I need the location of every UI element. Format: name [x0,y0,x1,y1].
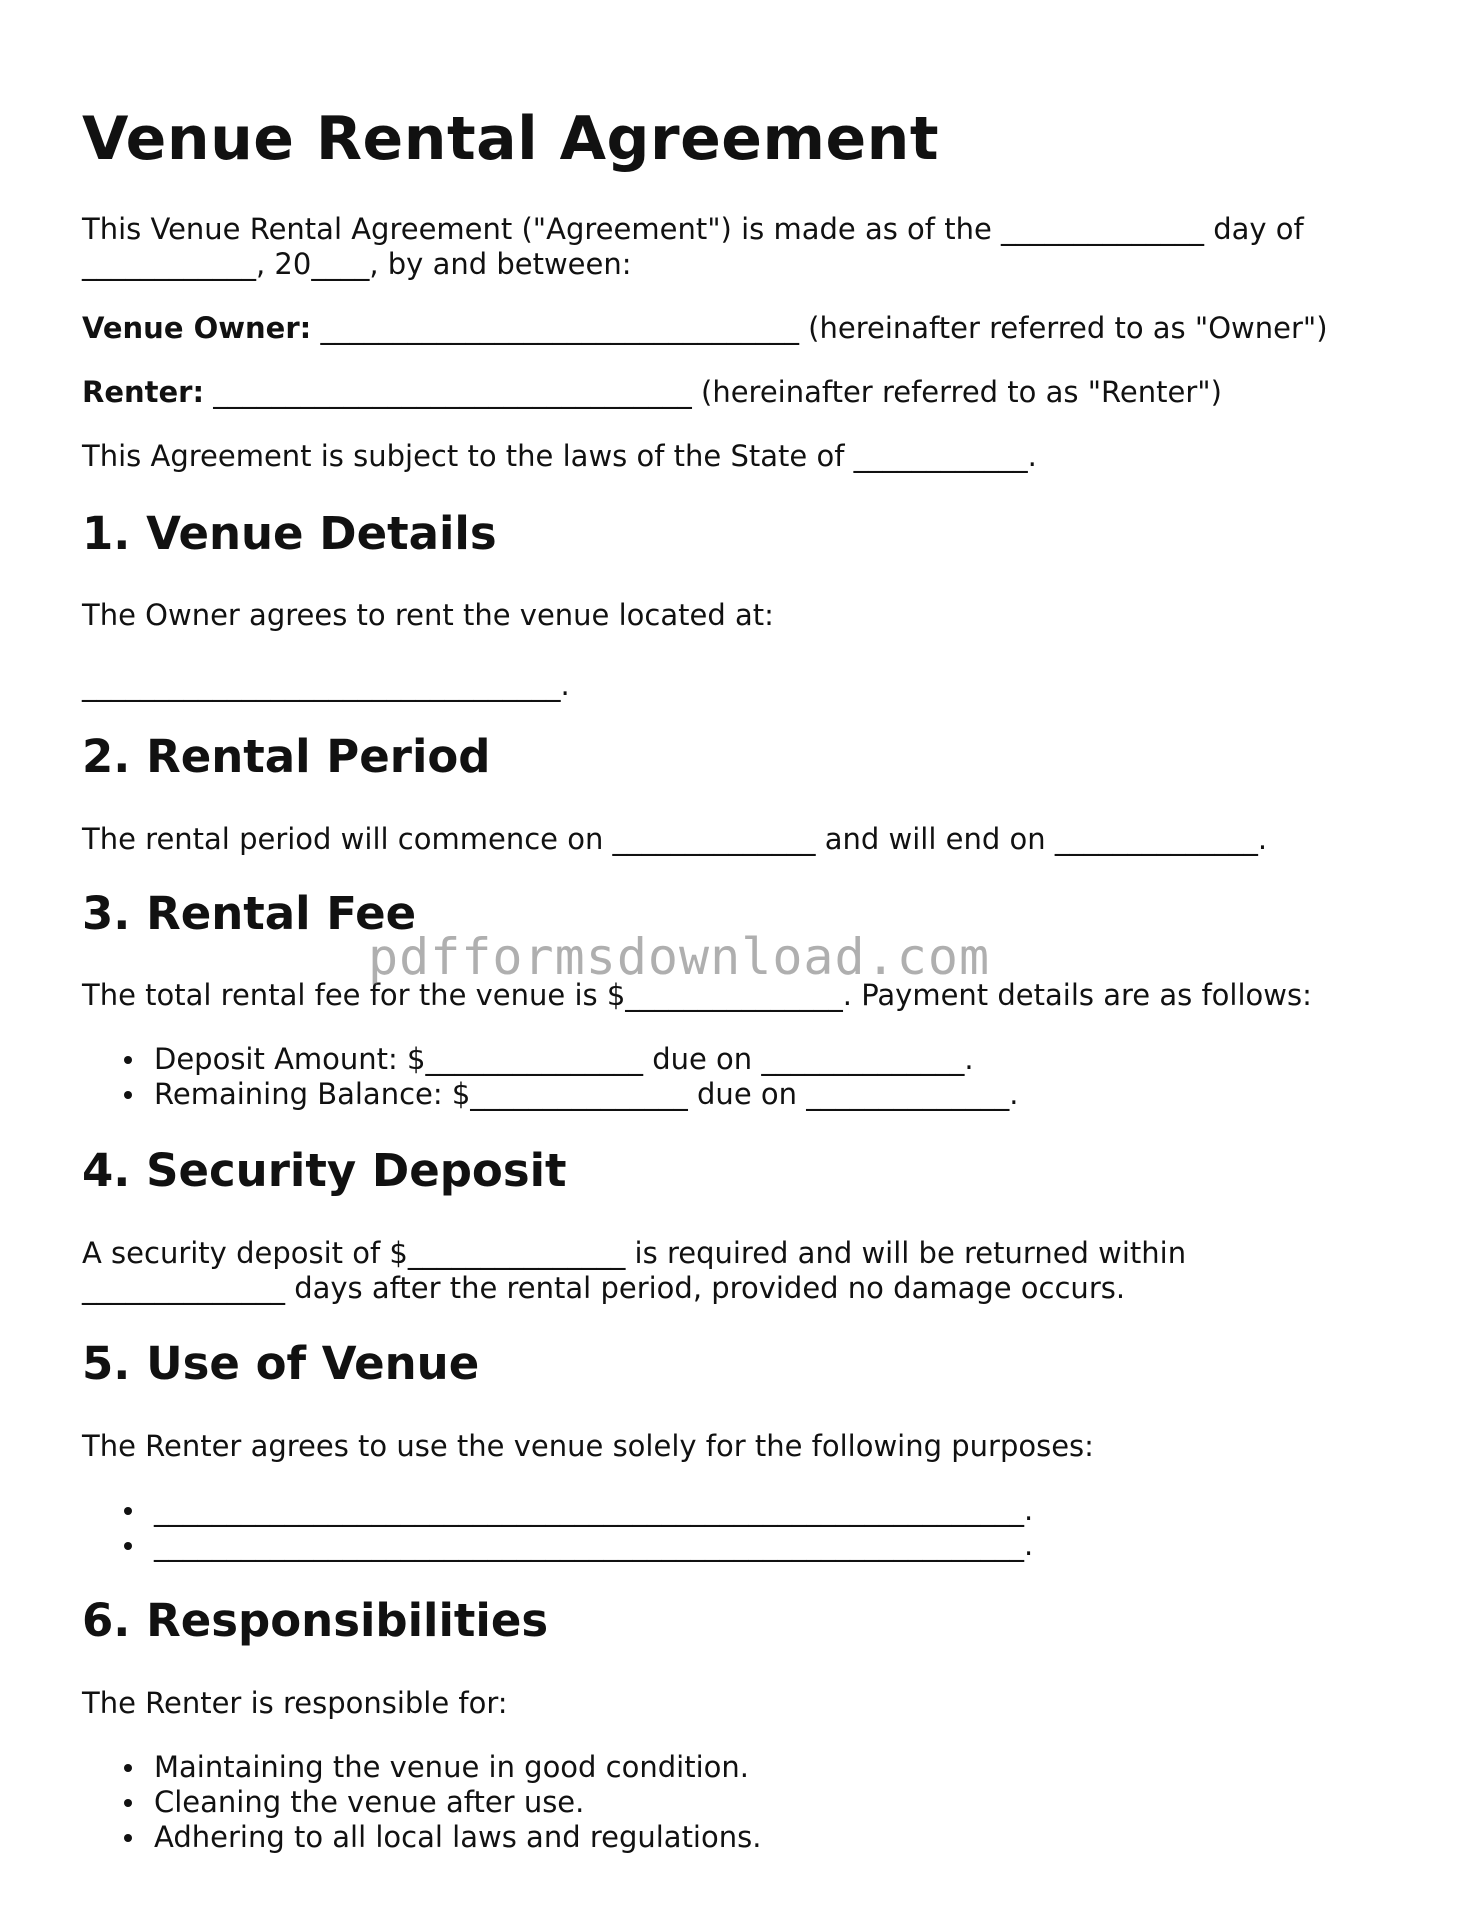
responsibilities-list [82,1750,761,1855]
security-deposit-line-2: ______________ days after the rental period, provided no damage occurs. [82,1271,1126,1305]
payment-details-list [82,1042,1018,1112]
intro-line-2: ____________, 20____, by and between: [82,247,632,281]
list-item: ____________________________________________________________. [82,1493,1033,1528]
use-of-venue-text: The Renter agrees to use the venue solely for the following purposes: [82,1429,1094,1463]
owner-text: _________________________________ (hereinafter referred to as "Owner") [311,311,1328,345]
intro-line-1: This Venue Rental Agreement ("Agreement") is made as of the ______________ day of [82,212,1304,246]
list-item: Maintaining the venue in good condition. [82,1750,761,1785]
heading-security-deposit: 4. Security Deposit [82,1144,567,1197]
list-item: ____________________________________________________________. [82,1528,1033,1563]
list-item: Deposit Amount: $_______________ due on ______________. [82,1042,1018,1077]
heading-use-of-venue: 5. Use of Venue [82,1337,480,1390]
renter-line [82,375,1222,410]
document-title: Venue Rental Agreement [82,104,940,174]
renter-label: Renter: [82,375,205,409]
list-item: Cleaning the venue after use. [82,1785,761,1820]
owner-label: Venue Owner: [82,311,312,345]
list-item: Remaining Balance: $_______________ due on ______________. [82,1077,1018,1112]
heading-responsibilities: 6. Responsibilities [82,1594,549,1647]
governing-law: This Agreement is subject to the laws of the State of ____________. [82,439,1037,473]
owner-line [82,311,1328,346]
watermark: pdfformsdownload.com [368,928,991,986]
venue-address-blank: _________________________________. [82,668,570,702]
rental-fee-text: The total rental fee for the venue is $_______________. Payment details are as follows: [82,978,1312,1012]
security-deposit-line-1: A security deposit of $_______________ is required and will be returned within [82,1236,1187,1270]
responsibilities-text: The Renter is responsible for: [82,1686,508,1720]
list-item: Adhering to all local laws and regulations. [82,1820,761,1855]
renter-text: _________________________________ (hereinafter referred to as "Renter") [204,375,1222,409]
heading-rental-period: 2. Rental Period [82,730,491,783]
rental-period-text: The rental period will commence on ______________ and will end on ______________. [82,822,1268,856]
purposes-list [82,1493,1033,1563]
heading-venue-details: 1. Venue Details [82,507,497,560]
venue-details-text: The Owner agrees to rent the venue located at: [82,598,774,632]
heading-rental-fee: 3. Rental Fee [82,887,417,940]
